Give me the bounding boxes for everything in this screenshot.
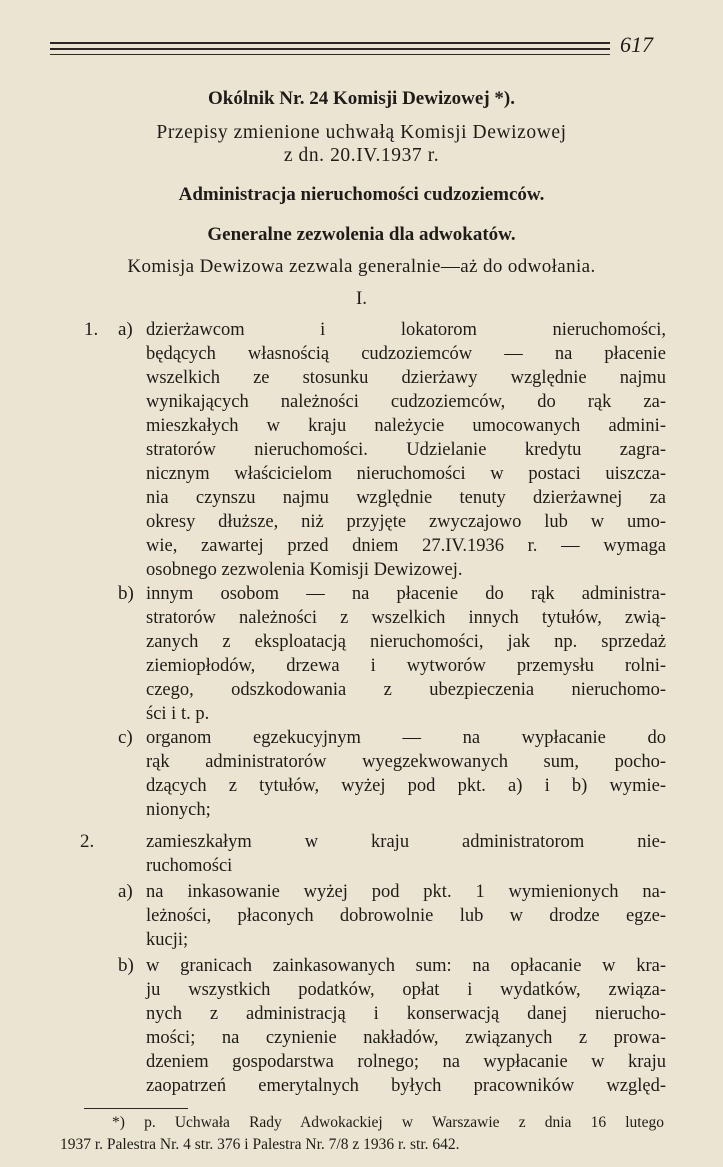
text-line: stratorów nieruchomości. Udzielanie kredytu zagra- [146,440,666,460]
item-marker: c) [118,727,133,748]
document-title: Okólnik Nr. 24 Komisji Dewizowej *). [208,88,515,109]
text-line: stratorów należności z wszelkich innych tytułów, zwią- [146,608,666,628]
text-line: leżności, płaconych dobrowolnie lub w drodze egze- [146,906,666,926]
item-marker: a) [118,881,133,902]
text-line: na inkasowanie wyżej pod pkt. 1 wymienionych na- [146,882,666,902]
item-marker: b) [118,955,134,976]
text-line: wszelkich ze stosunku dzierżawy względnie najmu [146,368,666,388]
header-rule [50,42,610,44]
item-marker: b) [118,583,134,604]
text-line: mieszkałych w kraju należycie umocowanych admini- [146,416,666,436]
text-line: będących własnością cudzoziemców — na płacenie [146,344,666,364]
text-line: zaopatrzeń emerytalnych byłych pracowników względ- [146,1076,666,1096]
header-rule [50,54,610,55]
text-line: w granicach zainkasowanych sum: na opłacanie w kra- [146,956,666,976]
text-line: nicznym właścicielom nieruchomości w postaci uiszcza- [146,464,666,484]
text-line: innym osobom — na płacenie do rąk administra- [146,584,666,604]
text-line: wynikających należności cudzoziemców, do rąk za- [146,392,666,412]
header-rule [50,48,610,50]
text-line: zamieszkałym w kraju administratorom nie- [146,832,666,852]
section-number: I. [355,288,368,309]
text-line: dzących z tytułów, wyżej pod pkt. a) i b) wymie- [146,776,666,796]
text-line: ruchomości [146,856,233,876]
intro-text: Komisja Dewizowa zezwala generalnie—aż do odwołania. [127,256,596,277]
page-number: 617 [620,32,653,57]
text-line: zanych z eksploatacją nieruchomości, jak np. sprzedaż [146,632,666,652]
text-line: nionych; [146,800,211,820]
text-line: mości; na czynienie nakładów, związanych z prowa- [146,1028,666,1048]
text-line: nych z administracją i konserwacją danej nierucho- [146,1004,666,1024]
item-marker: a) [118,319,133,340]
text-line: organom egzekucyjnym — na wypłacanie do [146,728,666,748]
text-line: wie, zawartej przed dniem 27.IV.1936 r. — wymaga [146,536,666,556]
text-line: osobnego zezwolenia Komisji Dewizowej. [146,560,463,580]
text-line: dzeniem gospodarstwa rolnego; na wypłacanie w kraju [146,1052,666,1072]
subtitle-line: z dn. 20.IV.1937 r. [283,145,440,166]
text-line: okresy dłuższe, niż przyjęte zwyczajowo lub w umo- [146,512,666,532]
text-line: rąk administratorów wyegzekwowanych sum, pocho- [146,752,666,772]
subtitle-line: Przepisy zmienione uchwałą Komisji Dewizowej [156,122,567,143]
footnote-line: *) p. Uchwała Rady Adwokackiej w Warszawie z dnia 16 lutego [112,1114,664,1131]
item-number: 1. [84,319,99,340]
text-line: nia czynszu najmu względnie tenuty dzierżawnej za [146,488,666,508]
text-line: dzierżawcom i lokatorom nieruchomości, [146,320,666,340]
item-number: 2. [80,831,95,852]
heading-administration: Administracja nieruchomości cudzoziemców. [178,184,545,205]
footnote-line: 1937 r. Palestra Nr. 4 str. 376 i Palestra Nr. 7/8 z 1936 r. str. 642. [60,1136,460,1153]
text-line: ju wszystkich podatków, opłat i wydatków, związa- [146,980,666,1000]
text-line: ści i t. p. [146,704,210,724]
footnote-rule [84,1108,188,1109]
text-line: ziemiopłodów, drzewa i wytworów przemysłu rolni- [146,656,666,676]
text-line: kucji; [146,930,189,950]
heading-permits: Generalne zezwolenia dla adwokatów. [207,224,516,245]
text-line: czego, odszkodowania z ubezpieczenia nieruchomo- [146,680,666,700]
